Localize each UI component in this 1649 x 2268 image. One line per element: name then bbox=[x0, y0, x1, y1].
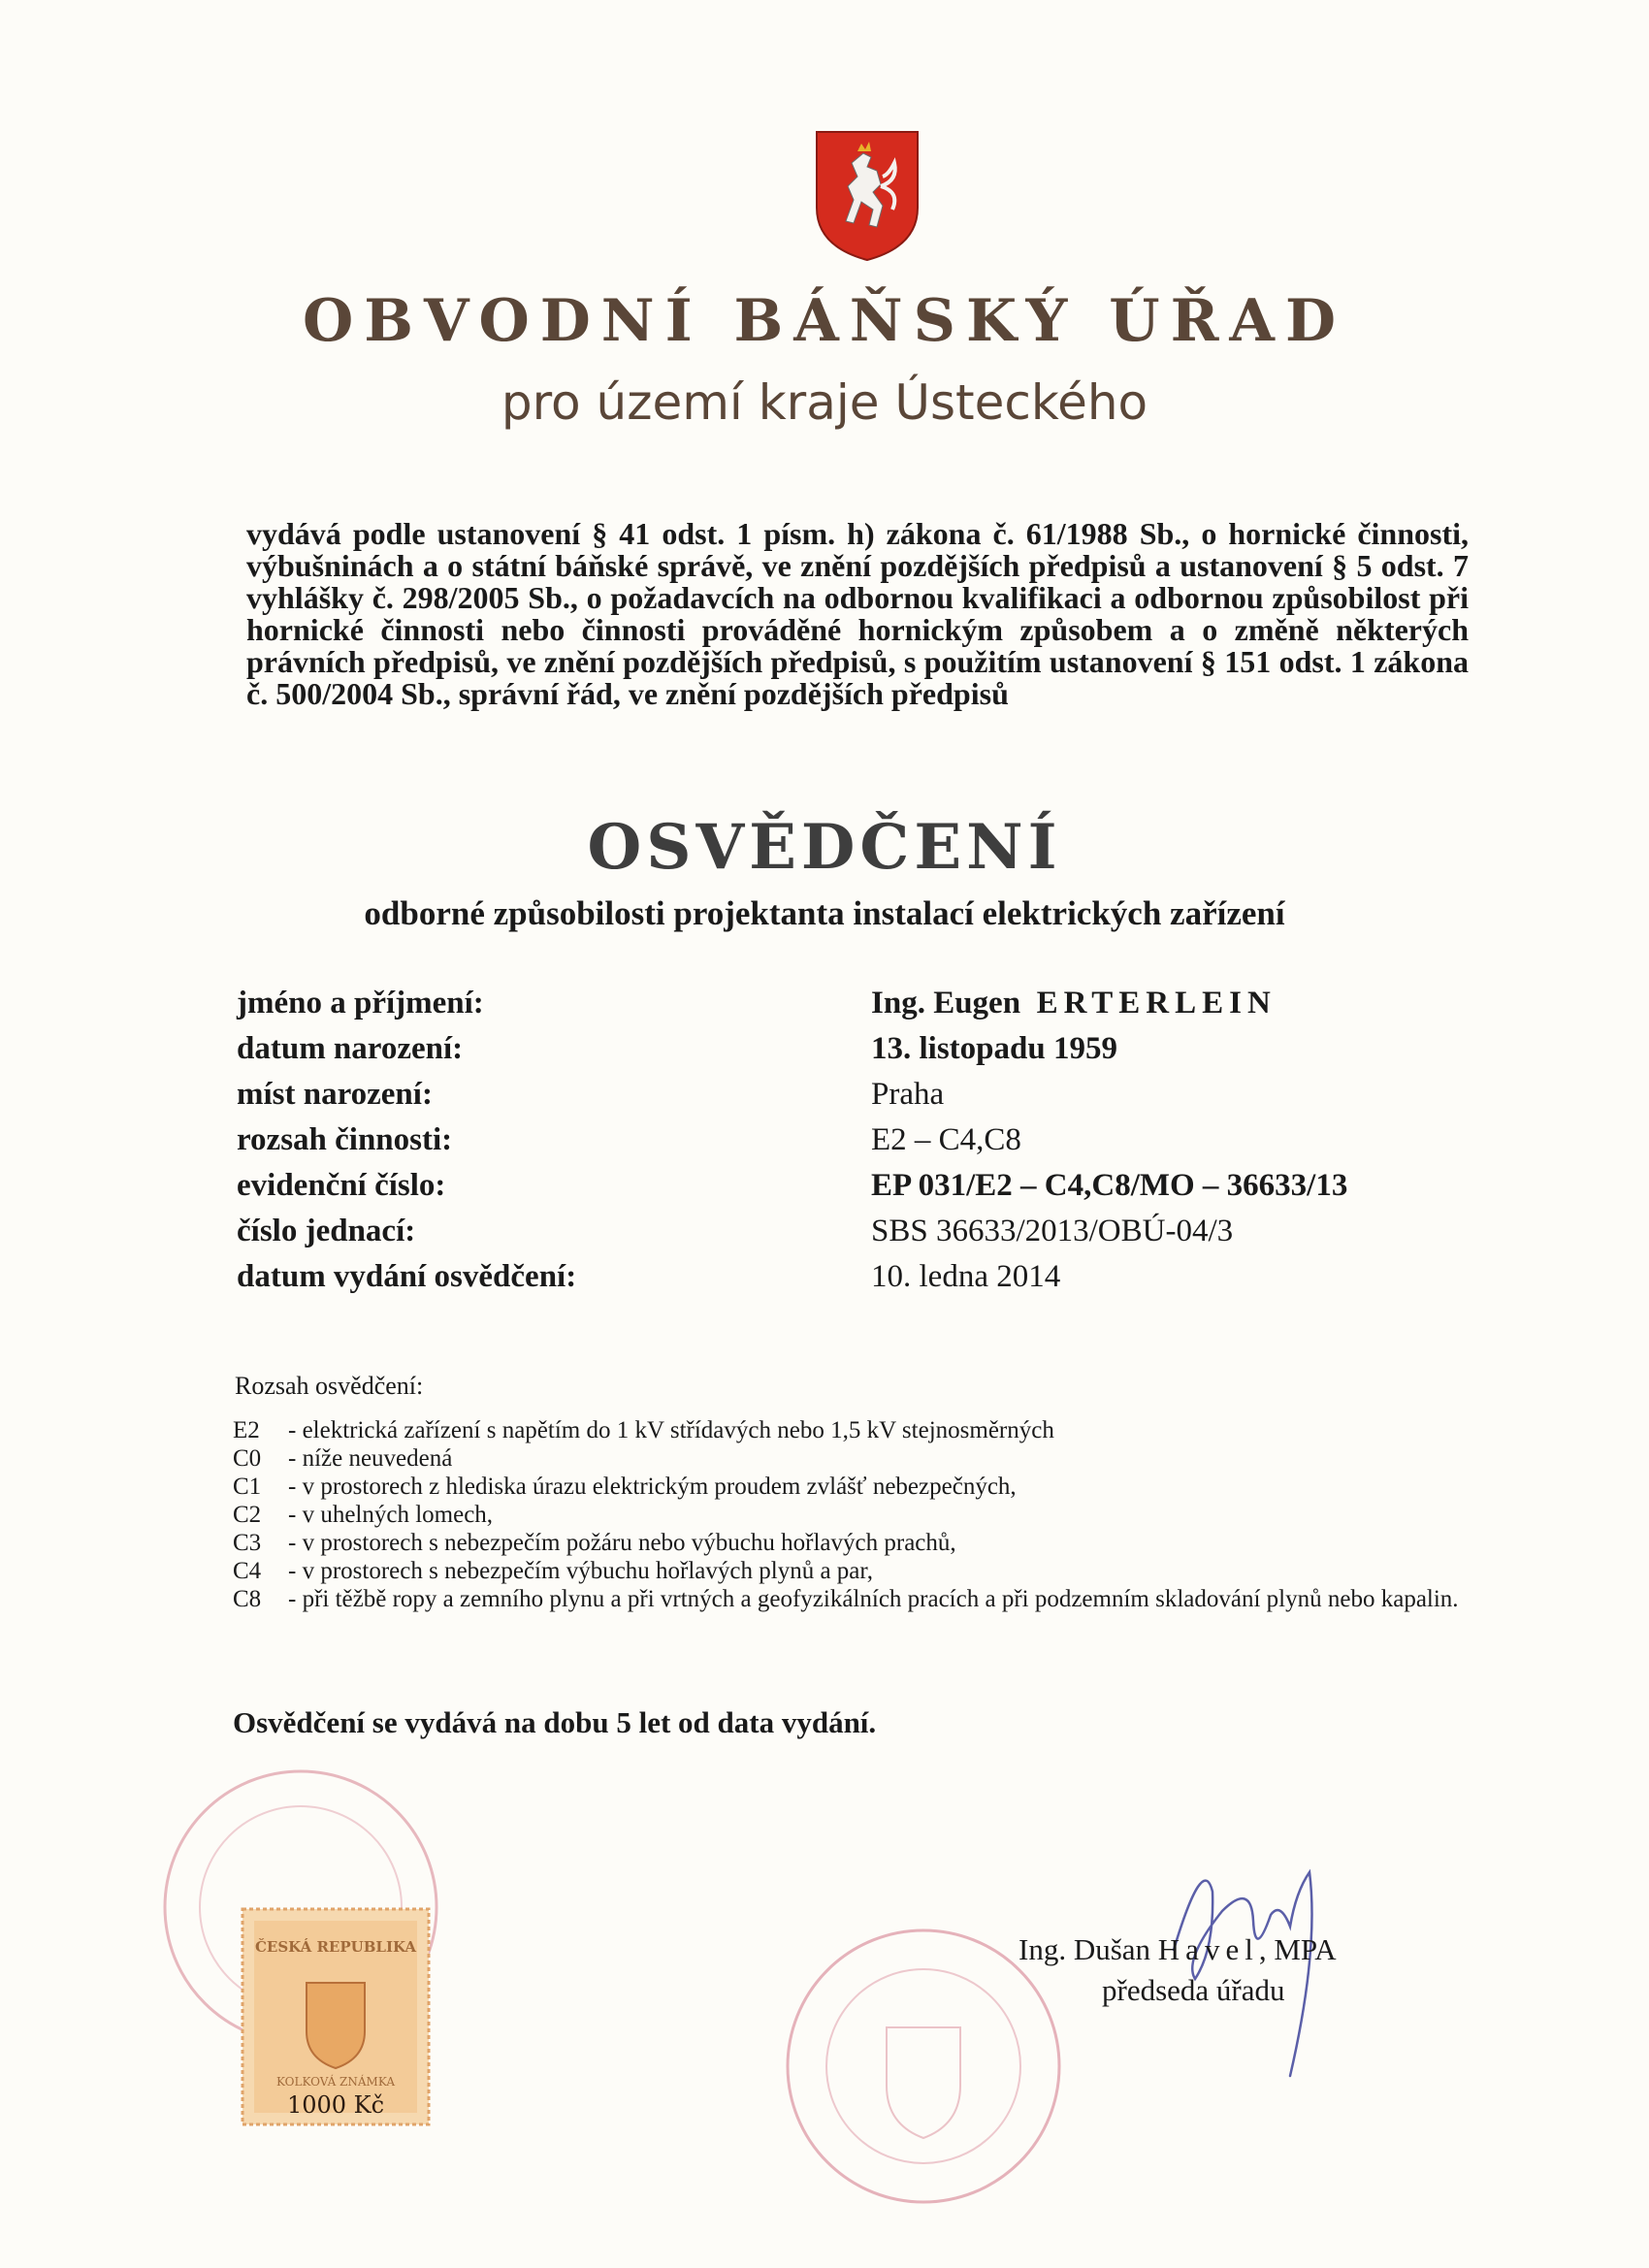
scope-text: - v prostorech z hlediska úrazu elektrickým proudem zvlášť nebezpečných, bbox=[288, 1474, 1017, 1500]
scope-code: C8 bbox=[233, 1586, 262, 1612]
scope-heading: Rozsah osvědčení: bbox=[235, 1372, 424, 1400]
field-label: číslo jednací: bbox=[237, 1214, 416, 1248]
scope-code: E2 bbox=[233, 1417, 260, 1443]
revenue-country: ČESKÁ REPUBLIKA bbox=[254, 1938, 417, 1956]
field-ref-number bbox=[237, 1214, 1498, 1259]
certificate-subtitle: odborné způsobilosti projektanta instalací elektrických zařízení bbox=[364, 894, 1285, 932]
field-value: E2 – C4,C8 bbox=[871, 1122, 1021, 1157]
scope-text: - níže neuvedená bbox=[288, 1445, 453, 1472]
revenue-type: KOLKOVÁ ZNÁMKA bbox=[276, 2075, 395, 2089]
field-label: evidenční číslo: bbox=[237, 1168, 446, 1203]
scope-code: C1 bbox=[233, 1474, 262, 1500]
field-label: míst narození: bbox=[237, 1077, 433, 1112]
field-label: jméno a příjmení: bbox=[237, 986, 484, 1021]
field-value: 13. listopadu 1959 bbox=[871, 1031, 1117, 1066]
scope-text: - v prostorech s nebezpečím výbuchu hořlavých plynů a par, bbox=[288, 1558, 873, 1584]
signatory-role: předseda úřadu bbox=[1102, 1973, 1285, 2007]
field-value: SBS 36633/2013/OBÚ-04/3 bbox=[871, 1214, 1234, 1248]
scope-code: C3 bbox=[233, 1530, 262, 1556]
coat-of-arms-icon bbox=[813, 128, 922, 264]
signatory-suffix: , MPA bbox=[1258, 1932, 1337, 1966]
scope-text: - elektrická zařízení s napětím do 1 kV střídavých nebo 1,5 kV stejnosměrných bbox=[288, 1417, 1054, 1443]
field-reg-number bbox=[237, 1168, 1498, 1214]
holder-name-prefix: Ing. Eugen bbox=[871, 986, 1021, 1021]
revenue-stamp bbox=[239, 1905, 433, 2128]
signatory-name bbox=[1018, 1932, 1337, 1967]
holder-name bbox=[871, 986, 1277, 1021]
scope-item bbox=[233, 1557, 1465, 1585]
field-label: datum narození: bbox=[237, 1031, 464, 1066]
field-issue-date bbox=[237, 1259, 1498, 1305]
office-subtitle: pro území kraje Ústeckého bbox=[501, 374, 1148, 431]
scope-text: - v prostorech s nebezpečím požáru nebo výbuchu hořlavých prachů, bbox=[288, 1530, 956, 1556]
signatory-surname: Havel bbox=[1157, 1932, 1259, 1966]
scope-code: C4 bbox=[233, 1558, 262, 1584]
scope-item bbox=[233, 1585, 1465, 1613]
scope-item bbox=[233, 1473, 1465, 1501]
validity-statement: Osvědčení se vydává na dobu 5 let od data vydání. bbox=[233, 1705, 877, 1739]
scope-text: - při těžbě ropy a zemního plynu a při vrtných a geofyzikálních pracích a při podzemním skladování plynů nebo kapalin. bbox=[288, 1586, 1459, 1612]
scope-item bbox=[233, 1444, 1465, 1473]
scope-item bbox=[233, 1529, 1465, 1557]
preamble-paragraph: vydává podle ustanovení § 41 odst. 1 písm. h) zákona č. 61/1988 Sb., o hornické činnosti, výbušninách a o státní báňské správě, ve znění pozdějších předpisů a ustanovení § 5 odst. 7 vyhlášky č. 298/2005 Sb., o požadavcích na odbornou kvalifikaci a odbornou způsobilost při hornické činnosti nebo činnosti prováděné hornickým způsobem a o změně některých právních předpisů, ve znění pozdějších předpisů, s použitím ustanovení § 151 odst. 1 zákona č. 500/2004 Sb., správní řád, ve znění pozdějších předpisů bbox=[246, 516, 1469, 711]
field-birth-date bbox=[237, 1031, 1498, 1077]
office-title: OBVODNÍ BÁŇSKÝ ÚŘAD bbox=[302, 287, 1347, 355]
field-value: 10. ledna 2014 bbox=[871, 1259, 1061, 1294]
revenue-value: 1000 Kč bbox=[286, 2091, 385, 2119]
field-value: EP 031/E2 – C4,C8/MO – 36633/13 bbox=[871, 1168, 1348, 1203]
certificate-fields bbox=[237, 986, 1498, 1305]
scope-item bbox=[233, 1416, 1465, 1444]
scope-text: - v uhelných lomech, bbox=[288, 1502, 494, 1528]
field-value: Praha bbox=[871, 1077, 945, 1112]
scope-code: C0 bbox=[233, 1445, 262, 1472]
certificate-title: OSVĚDČENÍ bbox=[587, 811, 1062, 884]
field-birth-place bbox=[237, 1077, 1498, 1122]
field-scope bbox=[237, 1122, 1498, 1168]
field-label: rozsah činnosti: bbox=[237, 1122, 453, 1157]
scope-item bbox=[233, 1501, 1465, 1529]
field-label: datum vydání osvědčení: bbox=[237, 1259, 577, 1294]
scope-list bbox=[233, 1416, 1465, 1613]
holder-surname: ERTERLEIN bbox=[1036, 986, 1277, 1021]
field-name bbox=[237, 986, 1498, 1031]
signatory-prefix: Ing. Dušan bbox=[1018, 1932, 1151, 1966]
scope-code: C2 bbox=[233, 1502, 262, 1528]
